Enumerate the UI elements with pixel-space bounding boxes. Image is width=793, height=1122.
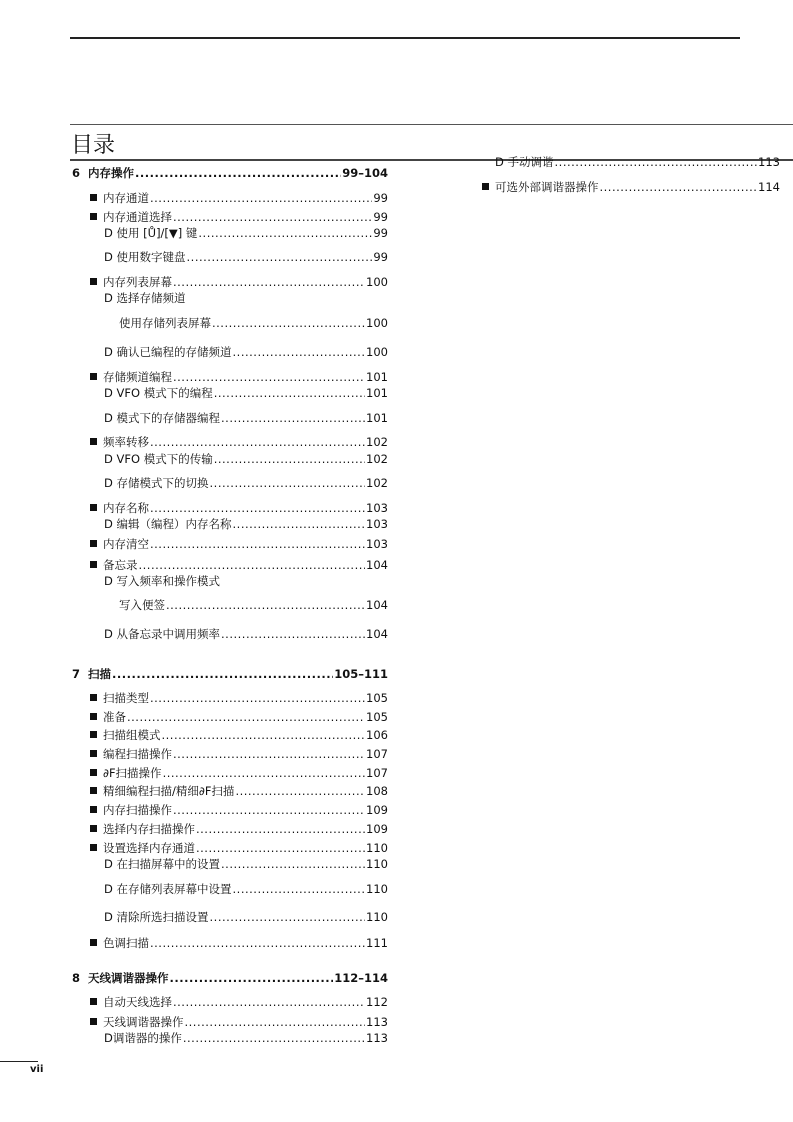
toc-entry[interactable] [104,882,388,896]
entry-page: 101 [366,411,388,425]
bullet-square-icon [90,998,97,1005]
entry-title: 存储频道编程 [103,370,172,384]
dot-leader [196,841,365,855]
dot-leader [187,250,373,264]
bullet-square-icon [90,806,97,813]
entry-title: 编程扫描操作 [103,747,172,761]
dot-leader [150,936,365,950]
entry-page: 104 [366,598,388,612]
entry-title: 使用存储列表屏幕 [119,316,211,330]
dot-leader [214,386,365,400]
entry-page: 99 [373,210,388,224]
entry-page: 114 [758,180,780,194]
toc-entry[interactable] [104,517,388,531]
toc-entry[interactable] [90,841,388,855]
dot-leader [233,345,366,359]
entry-title: D 编辑（编程）内存名称 [104,517,232,531]
entry-page: 110 [366,857,388,871]
entry-title: 内存扫描操作 [103,803,172,817]
page-number: vii [30,1064,44,1075]
toc-entry[interactable] [90,784,388,798]
dot-leader [233,882,366,896]
dot-leader [233,517,366,531]
toc-entry[interactable] [104,857,388,871]
dot-leader [173,747,365,761]
toc-entry[interactable] [104,627,388,641]
entry-page: 105–111 [334,667,388,681]
entry-title: 自动天线选择 [103,995,172,1009]
entry-page: 110 [366,910,388,924]
entry-page: 100 [366,316,388,330]
toc-entry[interactable] [104,226,388,240]
entry-page: 104 [366,627,388,641]
bullet-square-icon [482,183,489,190]
dot-leader [162,728,366,742]
dot-leader [150,435,365,449]
dot-leader [210,910,366,924]
toc-entry[interactable] [90,747,388,761]
entry-title: D调谐器的操作 [104,1031,182,1045]
toc-chapter[interactable] [72,667,388,681]
entry-page: 99 [373,250,388,264]
dot-leader [185,1015,366,1029]
bullet-square-icon [90,939,97,946]
toc-entry[interactable] [90,501,388,515]
entry-page: 102 [366,452,388,466]
entry-title: 精细编程扫描/精细∂F扫描 [103,784,235,798]
entry-title: 色调扫描 [103,936,149,950]
dot-leader [127,710,365,724]
entry-title: 扫描 [88,667,111,681]
entry-page: 105 [366,710,388,724]
dot-leader [221,857,365,871]
bullet-square-icon [90,561,97,568]
dot-leader [173,275,365,289]
toc-chapter[interactable] [72,971,388,985]
dot-leader [173,370,365,384]
dot-leader [221,411,365,425]
toc-entry[interactable] [495,155,780,169]
entry-page: 102 [366,435,388,449]
entry-title: D 确认已编程的存储频道 [104,345,232,359]
dot-leader [214,452,365,466]
entry-page: 106 [366,728,388,742]
dot-leader [173,995,365,1009]
entry-page: 107 [366,747,388,761]
dot-leader [600,180,758,194]
entry-page: 103 [366,501,388,515]
dot-leader [221,627,365,641]
toc-entry[interactable] [104,386,388,400]
entry-page: 113 [366,1031,388,1045]
bullet-square-icon [90,825,97,832]
entry-title: 设置选择内存通道 [103,841,195,855]
bullet-square-icon [90,787,97,794]
toc-entry[interactable] [90,435,388,449]
bullet-square-icon [90,213,97,220]
entry-title: 内存操作 [88,166,134,180]
bullet-square-icon [90,194,97,201]
entry-title: 内存名称 [103,501,149,515]
dot-leader [139,558,366,572]
entry-title: D 写入频率和操作模式 [104,574,221,588]
page-title: 目录 [71,133,116,158]
dot-leader [150,501,365,515]
entry-title: D 选择存储频道 [104,291,186,305]
entry-page: 112 [366,995,388,1009]
entry-title: D 清除所选扫描设置 [104,910,209,924]
entry-title: D 使用数字键盘 [104,250,186,264]
bullet-square-icon [90,694,97,701]
bullet-square-icon [90,844,97,851]
dot-leader [235,784,365,798]
dot-leader [163,766,365,780]
footer-rule [0,1061,38,1062]
top-rule [70,37,740,39]
dot-leader [183,1031,365,1045]
toc-entry[interactable] [90,537,388,551]
dot-leader [173,803,365,817]
dot-leader [196,822,365,836]
entry-title: 内存清空 [103,537,149,551]
toc-entry[interactable] [90,691,388,705]
entry-title: 天线调谐器操作 [103,1015,184,1029]
entry-title: D 从备忘录中调用频率 [104,627,221,641]
entry-title: 内存通道 [103,191,149,205]
toc-entry[interactable] [104,250,388,264]
toc-entry[interactable] [90,370,388,384]
entry-page: 103 [366,537,388,551]
toc-entry[interactable] [90,191,388,205]
toc-entry[interactable] [104,411,388,425]
entry-page: 113 [366,1015,388,1029]
dot-leader [135,166,341,180]
entry-page: 99 [373,191,388,205]
dot-leader [555,155,758,169]
dot-leader [150,191,372,205]
toc-entry[interactable] [90,766,388,780]
entry-page: 109 [366,803,388,817]
toc-entry[interactable] [104,574,388,588]
bullet-square-icon [90,731,97,738]
entry-title: 扫描组模式 [103,728,161,742]
chapter-number: 7 [72,667,81,681]
toc-entry[interactable] [90,803,388,817]
entry-title: 选择内存扫描操作 [103,822,195,836]
dot-leader [212,316,365,330]
toc-entry[interactable] [482,180,780,194]
bullet-square-icon [90,540,97,547]
toc-entry[interactable] [90,936,388,950]
toc-entry[interactable] [90,995,388,1009]
bullet-square-icon [90,504,97,511]
entry-title: ∂F扫描操作 [103,766,162,780]
toc-entry[interactable] [104,1031,388,1045]
entry-title: 天线调谐器操作 [88,971,169,985]
entry-title: 频率转移 [103,435,149,449]
toc-entry[interactable] [119,316,388,330]
bullet-square-icon [90,750,97,757]
toc-entry[interactable] [104,452,388,466]
entry-title: D 存储模式下的切换 [104,476,209,490]
entry-title: 内存列表屏幕 [103,275,172,289]
entry-page: 109 [366,822,388,836]
dot-leader [150,691,365,705]
entry-page: 102 [366,476,388,490]
dot-leader [166,598,365,612]
dot-leader [112,667,333,681]
entry-title: 内存通道选择 [103,210,172,224]
chapter-number: 6 [72,166,81,180]
entry-page: 110 [366,882,388,896]
entry-page: 99 [373,226,388,240]
bullet-square-icon [90,373,97,380]
dot-leader [173,210,372,224]
dot-leader [210,476,366,490]
entry-title: D 模式下的存储器编程 [104,411,221,425]
entry-page: 110 [366,841,388,855]
entry-title: D 手动调谐 [495,155,554,169]
bullet-square-icon [90,769,97,776]
chapter-number: 8 [72,971,81,985]
entry-title: D 在存储列表屏幕中设置 [104,882,232,896]
toc-entry[interactable] [90,275,388,289]
entry-page: 111 [366,936,388,950]
toc-entry[interactable] [90,728,388,742]
entry-title: D VFO 模式下的传输 [104,452,213,466]
toc-entry[interactable] [90,558,388,572]
bullet-square-icon [90,1018,97,1025]
toc-entry[interactable] [119,598,388,612]
bullet-square-icon [90,438,97,445]
bullet-square-icon [90,278,97,285]
entry-page: 100 [366,275,388,289]
dot-leader [170,971,334,985]
entry-title: D 使用 [Ů]/[▼] 键 [104,226,198,240]
entry-page: 113 [758,155,780,169]
dot-leader [150,537,365,551]
entry-page: 112–114 [334,971,388,985]
toc-entry[interactable] [90,1015,388,1029]
entry-page: 100 [366,345,388,359]
entry-page: 105 [366,691,388,705]
entry-title: 备忘录 [103,558,138,572]
toc-entry[interactable] [104,291,388,305]
entry-title: 扫描类型 [103,691,149,705]
entry-title: D 在扫描屏幕中的设置 [104,857,221,871]
header-rule [70,124,793,125]
toc-entry[interactable] [90,710,388,724]
entry-page: 101 [366,370,388,384]
entry-title: 可选外部调谐器操作 [495,180,599,194]
entry-page: 107 [366,766,388,780]
toc-entry[interactable] [104,476,388,490]
toc-entry[interactable] [90,822,388,836]
bullet-square-icon [90,713,97,720]
toc-chapter[interactable] [72,166,388,180]
entry-page: 103 [366,517,388,531]
toc-entry[interactable] [90,210,388,224]
toc-entry[interactable] [104,910,388,924]
entry-title: 写入便签 [119,598,165,612]
entry-page: 99–104 [342,166,388,180]
entry-page: 108 [366,784,388,798]
dot-leader [198,226,372,240]
entry-title: D VFO 模式下的编程 [104,386,213,400]
entry-page: 104 [366,558,388,572]
entry-title: 准备 [103,710,126,724]
entry-page: 101 [366,386,388,400]
toc-entry[interactable] [104,345,388,359]
